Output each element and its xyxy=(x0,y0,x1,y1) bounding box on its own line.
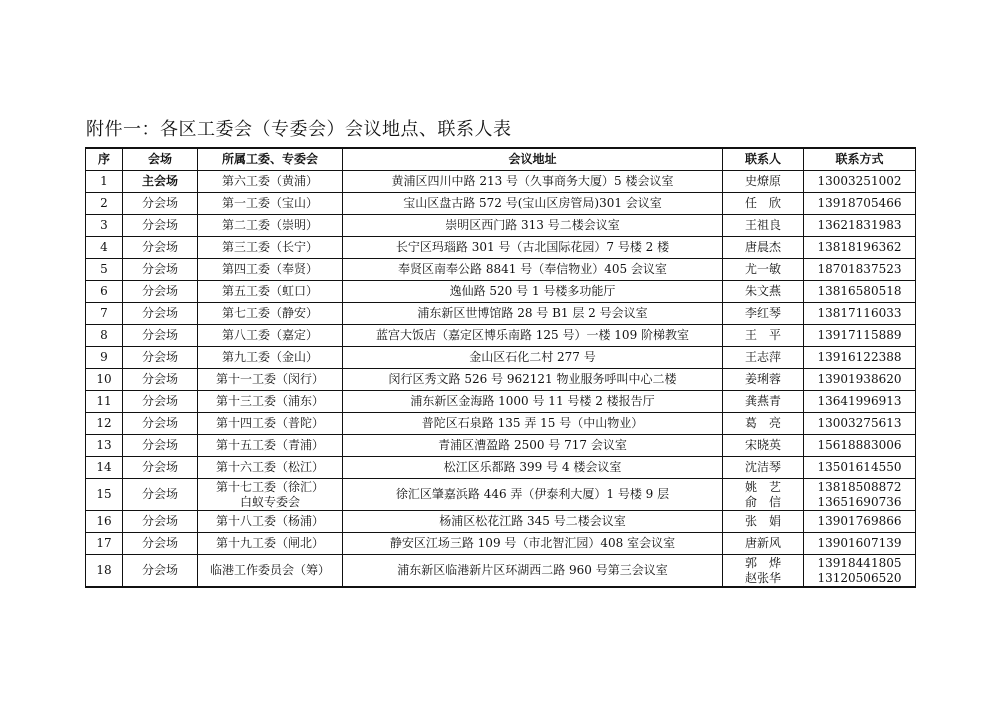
table-row xyxy=(86,303,916,325)
contact-cell xyxy=(723,237,804,259)
row-index: 7 xyxy=(86,303,123,325)
venue-cell: 分会场 xyxy=(123,457,198,479)
contact-cell-line: 李红琴 xyxy=(744,306,781,320)
row-index: 18 xyxy=(86,555,123,588)
table-row xyxy=(86,259,916,281)
contact-cell-line: 俞 信 xyxy=(744,494,781,509)
contact-cell-line: 尤一敏 xyxy=(744,262,781,276)
committee-cell-line: 第七工委（静安） xyxy=(221,306,318,320)
phone-cell xyxy=(804,237,916,259)
column-header-phone: 联系方式 xyxy=(804,148,916,171)
phone-cell xyxy=(804,369,916,391)
phone-cell-line: 13901938620 xyxy=(817,372,902,386)
table-row xyxy=(86,369,916,391)
committee-cell-line: 第六工委（黄浦） xyxy=(221,174,318,188)
committee-cell xyxy=(198,347,343,369)
contact-cell-line: 姚 艺 xyxy=(744,479,781,494)
phone-cell xyxy=(804,171,916,193)
row-index: 17 xyxy=(86,533,123,555)
contact-cell xyxy=(723,435,804,457)
committee-cell xyxy=(198,215,343,237)
address-cell: 徐汇区肇嘉浜路 446 弄（伊泰利大厦）1 号楼 9 层 xyxy=(343,479,723,511)
phone-cell-line: 13003275613 xyxy=(817,416,902,430)
committee-cell xyxy=(198,303,343,325)
phone-cell xyxy=(804,193,916,215)
column-header-index: 序 xyxy=(86,148,123,171)
address-cell: 浦东新区世博馆路 28 号 B1 层 2 号会议室 xyxy=(343,303,723,325)
address-cell: 黄浦区四川中路 213 号（久事商务大厦）5 楼会议室 xyxy=(343,171,723,193)
contact-cell-line: 唐晨杰 xyxy=(744,240,781,254)
column-header-contact: 联系人 xyxy=(723,148,804,171)
contact-cell xyxy=(723,413,804,435)
committee-cell-line: 第一工委（宝山） xyxy=(221,196,318,210)
venue-cell: 分会场 xyxy=(123,215,198,237)
contact-cell xyxy=(723,533,804,555)
phone-cell xyxy=(804,325,916,347)
address-cell: 金山区石化二村 277 号 xyxy=(343,347,723,369)
phone-cell-line: 13816580518 xyxy=(817,284,902,298)
phone-cell-line: 13918705466 xyxy=(817,196,902,210)
contact-cell xyxy=(723,511,804,533)
header-row xyxy=(86,148,916,171)
committee-cell-line: 第十三工委（浦东） xyxy=(215,394,324,408)
phone-cell-line: 13818508872 xyxy=(817,479,902,494)
phone-cell-line: 13901607139 xyxy=(817,536,902,550)
committee-cell-line: 第十四工委（普陀） xyxy=(215,416,324,430)
contact-cell-line: 任 欣 xyxy=(744,196,781,210)
address-cell: 松江区乐都路 399 号 4 楼会议室 xyxy=(343,457,723,479)
contact-cell-line: 郭 烨 xyxy=(744,555,781,570)
committee-cell-line: 第八工委（嘉定） xyxy=(221,328,318,342)
phone-cell-line: 13916122388 xyxy=(817,350,902,364)
contact-cell-line: 王祖良 xyxy=(744,218,781,232)
phone-cell xyxy=(804,511,916,533)
committee-cell xyxy=(198,479,343,511)
contact-cell-line: 张 娟 xyxy=(744,514,781,528)
phone-cell-line: 13918441805 xyxy=(817,555,902,570)
venue-cell: 分会场 xyxy=(123,479,198,511)
row-index: 1 xyxy=(86,171,123,193)
committee-cell-line: 第二工委（崇明） xyxy=(221,218,318,232)
venue-cell: 分会场 xyxy=(123,259,198,281)
phone-cell xyxy=(804,555,916,588)
committee-cell xyxy=(198,533,343,555)
phone-cell xyxy=(804,215,916,237)
table-row xyxy=(86,325,916,347)
address-cell: 闵行区秀文路 526 号 962121 物业服务呼叫中心二楼 xyxy=(343,369,723,391)
contact-cell xyxy=(723,259,804,281)
row-index: 13 xyxy=(86,435,123,457)
table-row xyxy=(86,413,916,435)
committee-cell-line: 第九工委（金山） xyxy=(221,350,318,364)
committee-cell-line: 第三工委（长宁） xyxy=(221,240,318,254)
phone-cell xyxy=(804,303,916,325)
contact-cell-line: 王志萍 xyxy=(744,350,781,364)
committee-cell-line: 第五工委（虹口） xyxy=(221,284,318,298)
committee-cell xyxy=(198,435,343,457)
phone-cell-line: 13917115889 xyxy=(817,328,902,342)
phone-cell xyxy=(804,413,916,435)
contact-cell xyxy=(723,391,804,413)
address-cell: 蓝宫大饭店（嘉定区博乐南路 125 号）一楼 109 阶梯教室 xyxy=(343,325,723,347)
committee-cell xyxy=(198,511,343,533)
column-header-address: 会议地址 xyxy=(343,148,723,171)
contact-cell xyxy=(723,281,804,303)
table-row xyxy=(86,281,916,303)
address-cell: 浦东新区金海路 1000 号 11 号楼 2 楼报告厅 xyxy=(343,391,723,413)
table-row xyxy=(86,435,916,457)
committee-cell xyxy=(198,325,343,347)
committee-cell xyxy=(198,457,343,479)
venue-cell: 分会场 xyxy=(123,413,198,435)
column-header-committee: 所属工委、专委会 xyxy=(198,148,343,171)
contact-cell xyxy=(723,193,804,215)
phone-cell-line: 13817116033 xyxy=(817,306,902,320)
committee-cell-line: 临港工作委员会（筹） xyxy=(209,563,330,577)
venue-cell: 主会场 xyxy=(123,171,198,193)
phone-cell xyxy=(804,259,916,281)
table-row xyxy=(86,171,916,193)
venue-cell: 分会场 xyxy=(123,303,198,325)
phone-cell xyxy=(804,281,916,303)
table-row xyxy=(86,237,916,259)
phone-cell xyxy=(804,457,916,479)
contact-cell-line: 唐新风 xyxy=(744,536,781,550)
contact-cell xyxy=(723,303,804,325)
address-cell: 奉贤区南奉公路 8841 号（奉信物业）405 会议室 xyxy=(343,259,723,281)
contact-cell-line: 沈洁琴 xyxy=(744,460,781,474)
contact-cell xyxy=(723,347,804,369)
contact-cell xyxy=(723,479,804,511)
committee-cell xyxy=(198,171,343,193)
venue-cell: 分会场 xyxy=(123,435,198,457)
row-index: 11 xyxy=(86,391,123,413)
phone-cell-line: 13501614550 xyxy=(817,460,902,474)
row-index: 16 xyxy=(86,511,123,533)
address-cell: 逸仙路 520 号 1 号楼多功能厅 xyxy=(343,281,723,303)
committee-cell-line: 第十九工委（闸北） xyxy=(215,536,324,550)
address-cell: 杨浦区松花江路 345 号二楼会议室 xyxy=(343,511,723,533)
committee-cell xyxy=(198,369,343,391)
row-index: 5 xyxy=(86,259,123,281)
table-row xyxy=(86,391,916,413)
committee-cell xyxy=(198,237,343,259)
address-cell: 宝山区盘古路 572 号(宝山区房管局)301 会议室 xyxy=(343,193,723,215)
committee-cell-line: 第十五工委（青浦） xyxy=(215,438,324,452)
venue-cell: 分会场 xyxy=(123,511,198,533)
row-index: 15 xyxy=(86,479,123,511)
table-row xyxy=(86,457,916,479)
row-index: 14 xyxy=(86,457,123,479)
venue-cell: 分会场 xyxy=(123,533,198,555)
phone-cell xyxy=(804,391,916,413)
contact-cell-line: 王 平 xyxy=(744,328,781,342)
phone-cell-line: 13003251002 xyxy=(817,174,902,188)
contact-cell xyxy=(723,555,804,588)
committee-cell-line: 第十六工委（松江） xyxy=(215,460,324,474)
committee-cell xyxy=(198,555,343,588)
row-index: 2 xyxy=(86,193,123,215)
contact-cell xyxy=(723,325,804,347)
contact-cell-line: 赵张华 xyxy=(744,570,781,585)
phone-cell xyxy=(804,435,916,457)
venue-cell: 分会场 xyxy=(123,325,198,347)
table-row xyxy=(86,347,916,369)
committee-cell xyxy=(198,259,343,281)
table-row xyxy=(86,479,916,511)
venue-cell: 分会场 xyxy=(123,347,198,369)
venue-cell: 分会场 xyxy=(123,193,198,215)
committee-cell-line: 第十八工委（杨浦） xyxy=(215,514,324,528)
phone-cell-line: 15618883006 xyxy=(817,438,902,452)
table-row xyxy=(86,533,916,555)
contact-cell-line: 朱文燕 xyxy=(744,284,781,298)
phone-cell-line: 13641996913 xyxy=(817,394,902,408)
phone-cell-line: 13621831983 xyxy=(817,218,902,232)
address-cell: 浦东新区临港新片区环湖西二路 960 号第三会议室 xyxy=(343,555,723,588)
address-cell: 长宁区玛瑙路 301 号（古北国际花园）7 号楼 2 楼 xyxy=(343,237,723,259)
committee-cell xyxy=(198,281,343,303)
row-index: 4 xyxy=(86,237,123,259)
address-cell: 静安区江场三路 109 号（市北智汇园）408 室会议室 xyxy=(343,533,723,555)
phone-cell-line: 13651690736 xyxy=(817,494,902,509)
phone-cell xyxy=(804,479,916,511)
table-row xyxy=(86,193,916,215)
row-index: 6 xyxy=(86,281,123,303)
address-cell: 普陀区石泉路 135 弄 15 号（中山物业） xyxy=(343,413,723,435)
venue-cell: 分会场 xyxy=(123,369,198,391)
phone-cell-line: 13818196362 xyxy=(817,240,902,254)
committee-cell-line: 第四工委（奉贤） xyxy=(221,262,318,276)
venue-cell: 分会场 xyxy=(123,281,198,303)
committee-cell-line: 白蚁专委会 xyxy=(239,494,300,509)
address-cell: 崇明区西门路 313 号二楼会议室 xyxy=(343,215,723,237)
row-index: 3 xyxy=(86,215,123,237)
contact-cell-line: 姜琍蓉 xyxy=(744,372,781,386)
contact-cell-line: 龚燕青 xyxy=(744,394,781,408)
row-index: 12 xyxy=(86,413,123,435)
contact-cell-line: 史燎原 xyxy=(744,174,781,188)
committee-cell-line: 第十一工委（闵行） xyxy=(215,372,324,386)
phone-cell-line: 18701837523 xyxy=(817,262,902,276)
contact-cell-line: 葛 亮 xyxy=(744,416,781,430)
committee-cell xyxy=(198,413,343,435)
contact-cell xyxy=(723,369,804,391)
venue-cell: 分会场 xyxy=(123,391,198,413)
phone-cell-line: 13120506520 xyxy=(817,570,902,585)
committee-cell-line: 第十七工委（徐汇） xyxy=(215,479,324,494)
phone-cell xyxy=(804,533,916,555)
contact-cell-line: 宋晓英 xyxy=(744,438,781,452)
row-index: 9 xyxy=(86,347,123,369)
document-title: 附件一：各区工委会（专委会）会议地点、联系人表 xyxy=(86,119,512,140)
phone-cell xyxy=(804,347,916,369)
row-index: 10 xyxy=(86,369,123,391)
contact-table xyxy=(85,147,916,588)
contact-cell xyxy=(723,457,804,479)
table-row xyxy=(86,215,916,237)
committee-cell xyxy=(198,193,343,215)
address-cell: 青浦区漕盈路 2500 号 717 会议室 xyxy=(343,435,723,457)
committee-cell xyxy=(198,391,343,413)
table-row xyxy=(86,511,916,533)
table-row xyxy=(86,555,916,588)
column-header-venue: 会场 xyxy=(123,148,198,171)
phone-cell-line: 13901769866 xyxy=(817,514,902,528)
row-index: 8 xyxy=(86,325,123,347)
table-body xyxy=(86,171,916,588)
venue-cell: 分会场 xyxy=(123,555,198,588)
venue-cell: 分会场 xyxy=(123,237,198,259)
contact-cell xyxy=(723,215,804,237)
contact-cell xyxy=(723,171,804,193)
